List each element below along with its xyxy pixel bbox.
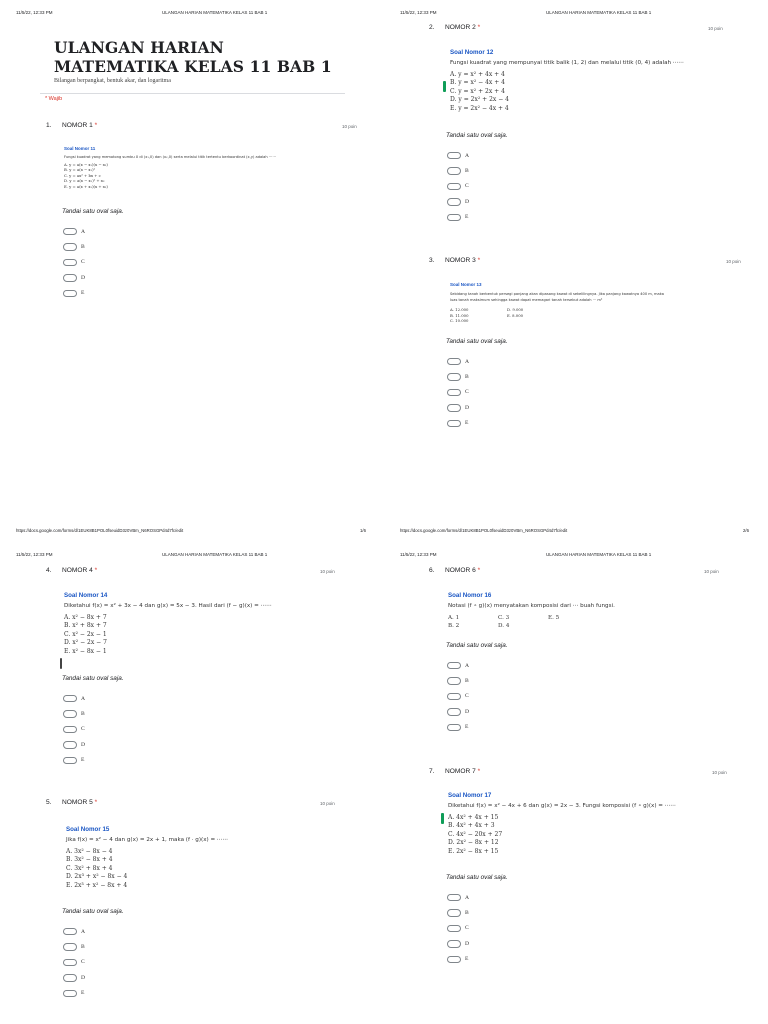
radio-option-d[interactable]: D [447,704,469,719]
radio-option-a[interactable]: A [447,148,469,163]
radio-option-d[interactable]: D [63,970,85,985]
radio-oval[interactable] [447,198,461,206]
question-7-soal-label: Soal Nomor 17 [448,792,492,799]
radio-option-b[interactable]: B [63,939,85,954]
question-2-points: 10 poin [708,26,723,31]
option-text: C. y = x² + 2x + 4 [450,87,505,95]
radio-option-a[interactable]: A [63,224,85,239]
radio-oval[interactable] [63,274,77,282]
question-2-statement: Fungsi kuadrat yang mempunyai titik balik (1, 2) dan melalui titik (0, 4) adalah ⋯⋯ [450,60,685,66]
radio-oval[interactable] [447,214,461,222]
radio-oval[interactable] [447,940,461,948]
question-1-statement: Fungsi kuadrat yang memotong sumbu X di (x₁,0) dan (x₂,0) serta melalui titik tertentu berkoordinat (x,y) adalah ⋯⋯ [64,155,276,159]
question-7-title: 7. NOMOR 7 * [429,768,481,775]
option-text: B. 11.000 [450,312,469,318]
radio-option-d[interactable]: D [63,737,85,752]
radio-option-e[interactable]: E [63,286,85,301]
radio-option-c[interactable]: C [447,385,469,400]
radio-oval[interactable] [447,909,461,917]
radio-option-c[interactable]: C [63,722,85,737]
question-3-soal-label: Soal Nomor 13 [450,282,482,287]
selection-marker [60,658,62,669]
question-4-statement: Diketahui f(x) = x² + 3x − 4 dan g(x) = 5x − 3. Hasil dari (f − g)(x) = ⋯⋯ [64,603,272,609]
option-text: E. 5 [548,615,560,621]
option-text: E. x² − 8x − 1 [64,647,107,655]
radio-oval[interactable] [447,152,461,160]
radio-oval[interactable] [63,228,77,236]
option-text: A. 4x² + 4x + 15 [448,814,499,821]
question-7-instruction: Tandai satu oval saja. [446,874,508,881]
radio-oval[interactable] [63,243,77,251]
radio-oval[interactable] [63,259,77,267]
question-6-soal-label: Soal Nomor 16 [448,592,492,599]
question-6-points: 10 poin [704,569,719,574]
radio-oval[interactable] [63,943,77,951]
question-7-options [448,814,502,856]
question-5-statement: Jika f(x) = x² − 4 dan g(x) = 2x + 1, maka (f · g)(x) = ⋯⋯ [66,837,229,843]
print-title: ULANGAN HARIAN MATEMATIKA KELAS 11 BAB 1 [546,10,652,15]
radio-oval[interactable] [447,404,461,412]
question-2-options [450,71,509,113]
page-1 [0,0,384,512]
radio-oval[interactable] [63,726,77,734]
radio-oval[interactable] [63,757,77,765]
radio-oval[interactable] [447,420,461,428]
option-text: E. y = 2x² − 4x + 4 [450,104,509,112]
selection-marker [441,813,444,824]
radio-oval[interactable] [63,974,77,982]
footer-url: https://docs.google.com/forms/d/1EUK8B1POL0fseuidD3z0VBm_N6ROSGPd4d7fc/edit [400,528,568,533]
option-text: A. y = x² + 4x + 4 [450,71,505,78]
radio-oval[interactable] [447,358,461,366]
question-1-points: 10 poin [342,124,357,129]
print-date: 11/5/22, 12:33 PM [400,10,437,15]
question-6-options [448,614,598,631]
radio-option-b[interactable]: B [447,369,469,384]
option-text: B. 4x² + 4x + 3 [448,822,495,830]
radio-option-e[interactable]: E [447,952,469,967]
radio-option-e[interactable]: E [447,210,469,225]
option-text: E. 2x³ + x² − 8x + 4 [66,881,128,889]
print-title: ULANGAN HARIAN MATEMATIKA KELAS 11 BAB 1 [162,552,268,557]
question-4-points: 10 poin [320,569,335,574]
radio-option-d[interactable]: D [447,400,469,415]
radio-oval[interactable] [447,724,461,732]
option-text: A. 12.000 [450,307,469,312]
question-2-radio-group[interactable] [447,148,469,225]
radio-oval[interactable] [63,959,77,967]
question-7-points: 10 poin [712,770,727,775]
question-7-radio-group[interactable] [447,890,469,967]
radio-option-c[interactable]: C [63,255,85,270]
radio-oval[interactable] [63,928,77,936]
radio-option-b[interactable]: B [63,239,85,254]
question-3-instruction: Tandai satu oval saja. [446,338,508,345]
question-6-statement: Notasi (f ∘ g)(x) menyatakan komposisi dari ⋯ buah fungsi. [448,603,615,609]
question-4-radio-group[interactable] [63,691,85,768]
option-text: B. 3x² − 8x + 4 [66,856,113,864]
radio-option-a[interactable]: A [447,354,469,369]
option-text: B. y = x² − 4x + 4 [450,79,505,87]
question-2-soal-label: Soal Nomor 12 [450,49,494,56]
question-3-points: 10 poin [726,259,741,264]
question-3-statement-line2: luas tanah maksimum sehingga kawat dapat memagari tanah tersebut adalah ⋯ m² [450,298,603,302]
radio-option-a[interactable]: A [63,924,85,939]
divider [40,93,345,94]
radio-oval[interactable] [63,695,77,703]
question-4-title: 4. NOMOR 4 * [46,567,98,574]
radio-option-e[interactable]: E [63,753,85,768]
radio-oval[interactable] [447,894,461,902]
radio-option-c[interactable]: C [447,179,469,194]
radio-option-e[interactable]: E [63,986,85,1001]
option-text: C. 4x² − 20x + 27 [448,830,503,838]
option-text: E. 2x² − 8x + 15 [448,847,499,855]
question-5-options [66,848,127,890]
print-date: 11/5/22, 12:33 PM [400,552,437,557]
option-text: C. 10.000 [450,318,469,324]
question-3-options [450,307,564,324]
form-subtitle: Bilangan berpangkat, bentuk akar, dan logaritma [54,78,171,84]
option-text: A. 3x² − 8x − 4 [66,848,113,855]
footer-page-number: 1/6 [360,528,366,533]
question-5-title: 5. NOMOR 5 * [46,799,98,806]
footer-page-number: 2/6 [743,528,749,533]
radio-oval[interactable] [447,708,461,716]
question-3-statement-line1: Sebidang tanah berbentuk persegi panjang akan dipasang kawat di sekelilingnya. Jika panjang kawatnya 400 m, maka [450,292,664,296]
question-1-title: 1. NOMOR 1 * [46,122,98,129]
print-date: 11/5/22, 12:33 PM [16,10,53,15]
option-text: B. 2 [448,623,460,630]
question-6-title: 6. NOMOR 6 * [429,567,481,574]
radio-option-a[interactable]: A [63,691,85,706]
option-text: C. 3 [498,615,510,621]
question-1-options [64,162,108,189]
option-text: A. y = a(x − x₁)(x − x₂) [64,162,108,167]
radio-oval[interactable] [447,167,461,175]
option-text: D. 4 [498,623,510,630]
option-text: D. y = a(x − x₁)² + x₂ [64,178,105,184]
radio-oval[interactable] [447,373,461,381]
radio-oval[interactable] [447,662,461,670]
radio-option-d[interactable]: D [447,936,469,951]
option-text: A. 1 [448,615,460,621]
radio-option-b[interactable]: B [447,673,469,688]
option-text: D. x² − 2x − 7 [64,639,107,647]
radio-option-d[interactable]: D [63,270,85,285]
question-5-instruction: Tandai satu oval saja. [62,908,124,915]
radio-oval[interactable] [63,710,77,718]
option-text: D. 2x³ + x² − 8x − 4 [66,873,128,881]
radio-option-b[interactable]: B [447,905,469,920]
question-4-soal-label: Soal Nomor 14 [64,592,108,599]
radio-option-d[interactable]: D [447,194,469,209]
question-1-soal-label: Soal Nomor 11 [64,146,96,151]
question-3-radio-group[interactable] [447,354,469,431]
option-text: D. 9.000 [507,307,524,312]
option-text: A. x² − 8x + 7 [64,614,107,621]
option-text: B. x² + 8x + 7 [64,622,107,630]
option-text: C. x² − 2x − 1 [64,630,107,638]
page-2 [384,0,768,512]
radio-option-c[interactable]: C [63,955,85,970]
question-6-radio-group[interactable] [447,658,469,735]
radio-oval[interactable] [447,693,461,701]
option-text: E. y = a(x + x₁)(x + x₂) [64,183,108,189]
radio-option-e[interactable]: E [447,416,469,431]
radio-option-e[interactable]: E [447,720,469,735]
option-text: D. y = 2x² + 2x − 4 [450,96,509,104]
print-title: ULANGAN HARIAN MATEMATIKA KELAS 11 BAB 1 [546,552,652,557]
radio-oval[interactable] [447,677,461,685]
option-text: C. y = ax² + bx + c [64,172,101,178]
option-text: E. 8.000 [507,312,524,318]
footer-url: https://docs.google.com/forms/d/1EUK8B1POL0fseuidD3z0VBm_N6ROSGPd4d7fc/edit [16,528,184,533]
radio-oval[interactable] [447,183,461,191]
page-3 [0,543,384,1024]
radio-oval[interactable] [447,925,461,933]
question-4-instruction: Tandai satu oval saja. [62,675,124,682]
radio-oval[interactable] [63,990,77,998]
option-text: D. 2x² − 8x + 12 [448,839,499,847]
question-3-title: 3. NOMOR 3 * [429,257,481,264]
radio-option-a[interactable]: A [447,658,469,673]
question-5-radio-group[interactable] [63,924,85,1001]
radio-option-a[interactable]: A [447,890,469,905]
radio-option-b[interactable]: B [447,163,469,178]
question-7-statement: Diketahui f(x) = x² − 4x + 6 dan g(x) = 2x − 3. Fungsi komposisi (f ∘ g)(x) = ⋯⋯ [448,803,676,809]
selection-marker [443,81,446,92]
radio-oval[interactable] [447,389,461,397]
question-1-instruction: Tandai satu oval saja. [62,208,124,215]
question-2-instruction: Tandai satu oval saja. [446,132,508,139]
question-5-points: 10 poin [320,801,335,806]
radio-oval[interactable] [63,741,77,749]
radio-option-c[interactable]: C [447,689,469,704]
print-date: 11/5/22, 12:33 PM [16,552,53,557]
page-4 [384,543,768,1024]
question-1-radio-group[interactable] [63,224,85,301]
form-title: ULANGAN HARIAN MATEMATIKA KELAS 11 BAB 1 [54,38,332,76]
option-text: B. y = a(x − x₁)² [64,167,96,173]
radio-option-b[interactable]: B [63,706,85,721]
option-text: C. 3x² + 8x + 4 [66,864,113,872]
question-4-options [64,614,107,656]
radio-oval[interactable] [63,290,77,298]
required-note: * Wajib [45,96,63,102]
radio-option-c[interactable]: C [447,921,469,936]
question-6-instruction: Tandai satu oval saja. [446,642,508,649]
print-title: ULANGAN HARIAN MATEMATIKA KELAS 11 BAB 1 [162,10,268,15]
radio-oval[interactable] [447,956,461,964]
question-2-title: 2. NOMOR 2 * [429,24,481,31]
question-5-soal-label: Soal Nomor 15 [66,826,110,833]
